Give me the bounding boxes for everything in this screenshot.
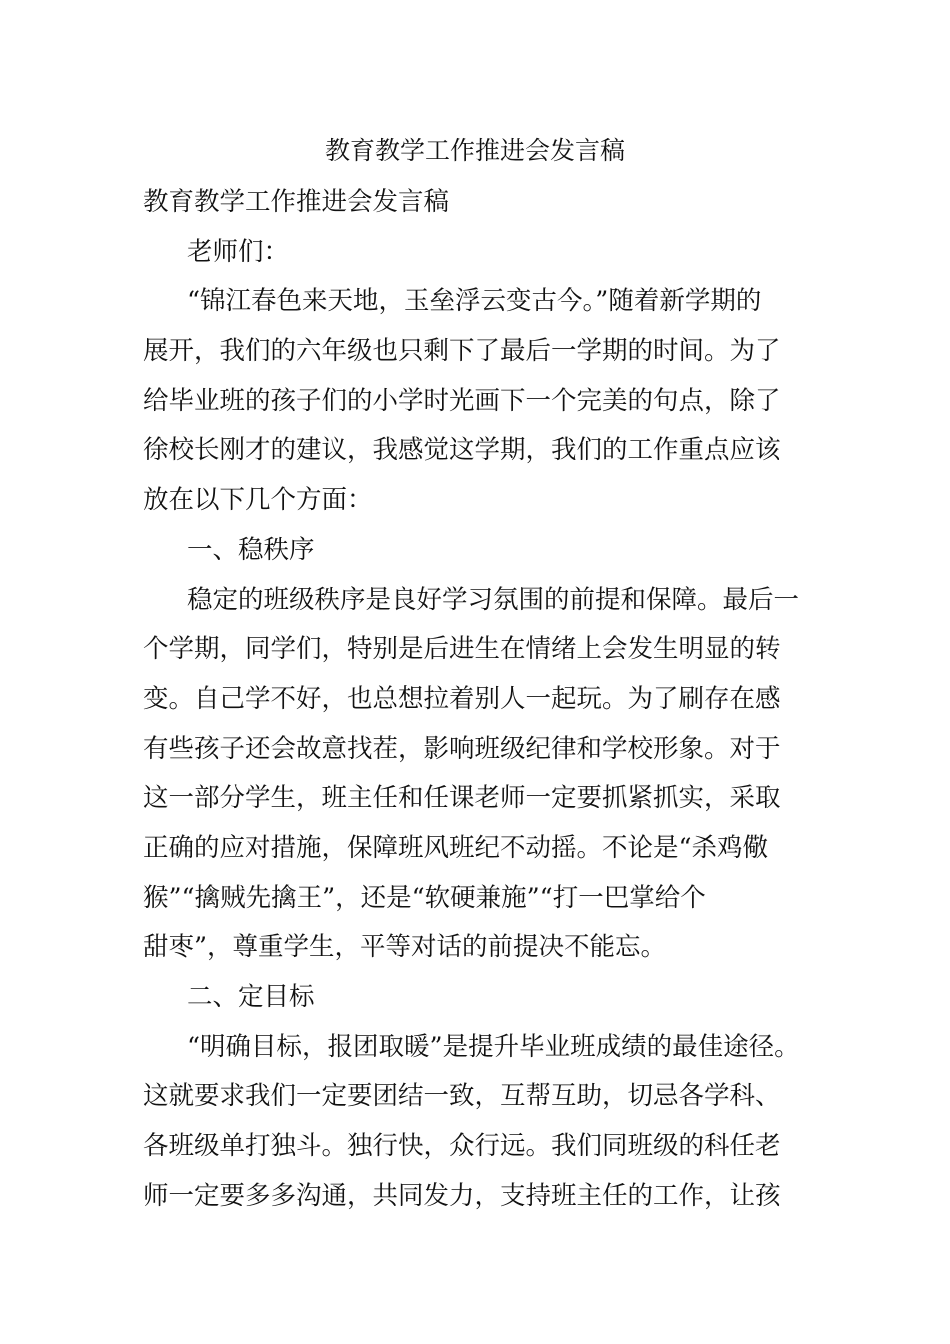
document-body: [143, 178, 833, 1221]
text-line: 给毕业班的孩子们的小学时光画下一个完美的句点，除了: [143, 385, 781, 416]
text-line: 各班级单打独斗。独行快，众行远。我们同班级的科任老: [143, 1131, 781, 1162]
text-line: 正确的应对措施，保障班风班纪不动摇。不论是“杀鸡儆: [143, 832, 769, 863]
text-line: “明确目标，报团取暖”是提升毕业班成绩的最佳途径。: [187, 1031, 800, 1062]
text-line: 稳定的班级秩序是良好学习氛围的前提和保障。最后一: [187, 584, 800, 615]
text-line: 展开，我们的六年级也只剩下了最后一学期的时间。为了: [143, 336, 781, 367]
text-line: 一、稳秩序: [187, 534, 315, 565]
text-line: 放在以下几个方面：: [143, 485, 373, 516]
text-line: 这就要求我们一定要团结一致，互帮互助，切忌各学科、: [143, 1081, 781, 1112]
text-line: 老师们：: [187, 236, 290, 267]
document-title: 教育教学工作推进会发言稿: [324, 136, 625, 165]
text-line: 猴”“擒贼先擒王”，还是“软硬兼施”“打一巴掌给个: [143, 882, 706, 913]
text-line: 有些孩子还会故意找茬，影响班级纪律和学校形象。对于: [143, 733, 781, 764]
text-line: 师一定要多多沟通，共同发力，支持班主任的工作，让孩: [143, 1180, 781, 1211]
text-line: “锦江春色来天地，玉垒浮云变古今。”随着新学期的: [187, 286, 762, 317]
text-line: 个学期，同学们，特别是后进生在情绪上会发生明显的转: [143, 634, 781, 665]
text-line: 二、定目标: [187, 982, 315, 1012]
text-line: 这一部分学生，班主任和任课老师一定要抓紧抓实，采取: [143, 783, 781, 814]
text-line: 教育教学工作推进会发言稿: [143, 187, 450, 217]
text-line: 变。自己学不好，也总想拉着别人一起玩。为了刷存在感: [143, 683, 781, 714]
text-line: 徐校长刚才的建议，我感觉这学期，我们的工作重点应该: [143, 435, 781, 466]
text-line: 甜枣”，尊重学生，平等对话的前提决不能忘。: [143, 932, 667, 963]
